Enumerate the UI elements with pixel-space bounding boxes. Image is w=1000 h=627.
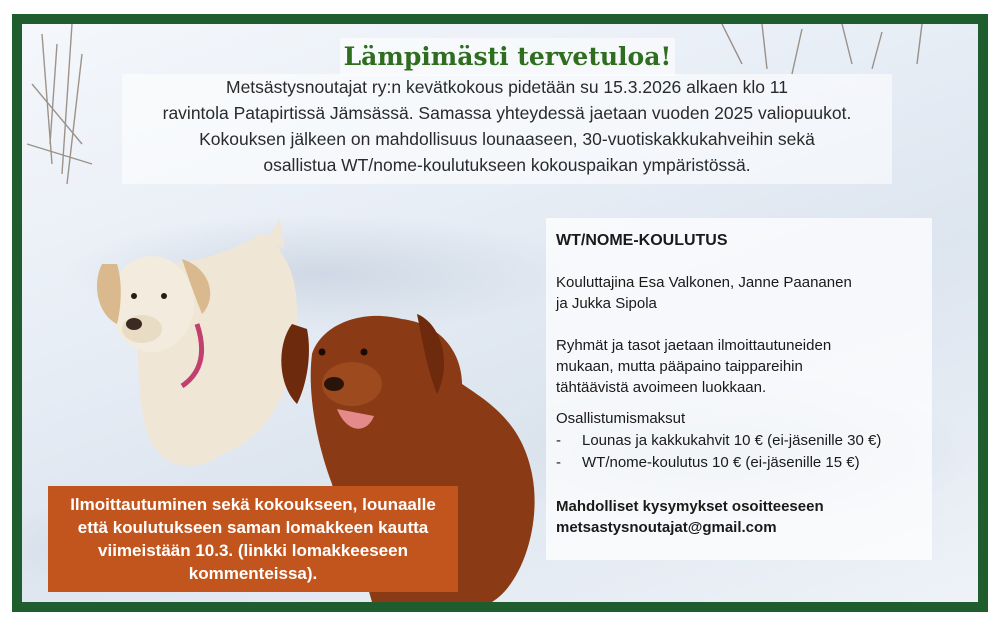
intro-line: ravintola Patapirtissä Jämsässä. Samassa yhteydessä jaetaan vuoden 2025 valiopuukot. xyxy=(162,103,852,123)
poster-frame xyxy=(12,14,988,612)
training-heading: WT/NOME-KOULUTUS xyxy=(556,232,728,249)
contact-line: Mahdolliset kysymykset osoitteeseen xyxy=(556,498,824,515)
trainers-line: ja Jukka Sipola xyxy=(556,295,657,312)
intro-line: Metsästysnoutajat ry:n kevätkokous pidetään su 15.3.2026 alkaen klo 11 xyxy=(226,77,788,97)
fee-text: WT/nome-koulutus 10 € (ei-jäsenille 15 €) xyxy=(582,454,860,471)
trainers-line: Kouluttajina Esa Valkonen, Janne Paananen xyxy=(556,274,852,291)
fees-label: Osallistumismaksut xyxy=(556,410,686,427)
training-info-panel xyxy=(546,218,932,560)
page-title: Lämpimästi tervetuloa! xyxy=(340,38,675,76)
groups-line: mukaan, mutta pääpaino taippareihin xyxy=(556,358,803,375)
fee-item xyxy=(556,452,860,473)
intro-line: osallistua WT/nome-koulutukseen kokouspaikan ympäristössä. xyxy=(263,155,751,175)
groups-line: Ryhmät ja tasot jaetaan ilmoittautuneiden xyxy=(556,337,832,354)
signup-text: Ilmoittautuminen sekä kokoukseen, lounaalle että koulutukseen saman lomakkeen kautta viimeistään 10.3. (linkki lomakkeeseen kommenteissa). xyxy=(70,495,436,583)
fee-dash: - xyxy=(556,432,561,449)
trainers-text xyxy=(556,272,916,314)
fee-dash: - xyxy=(556,454,561,471)
intro-line: Kokouksen jälkeen on mahdollisuus lounaaseen, 30-vuotiskakkukahveihin sekä xyxy=(199,129,815,149)
fee-item xyxy=(556,430,881,451)
intro-text xyxy=(122,74,892,184)
groups-text xyxy=(556,335,916,398)
contact-email: metsastysnoutajat@gmail.com xyxy=(556,519,777,536)
signup-notice xyxy=(48,486,458,592)
groups-line: tähtäävistä avoimeen luokkaan. xyxy=(556,379,767,396)
fee-text: Lounas ja kakkukahvit 10 € (ei-jäsenille 30 €) xyxy=(582,432,882,449)
contact-text xyxy=(556,496,824,538)
poster-photo-background xyxy=(22,24,978,602)
